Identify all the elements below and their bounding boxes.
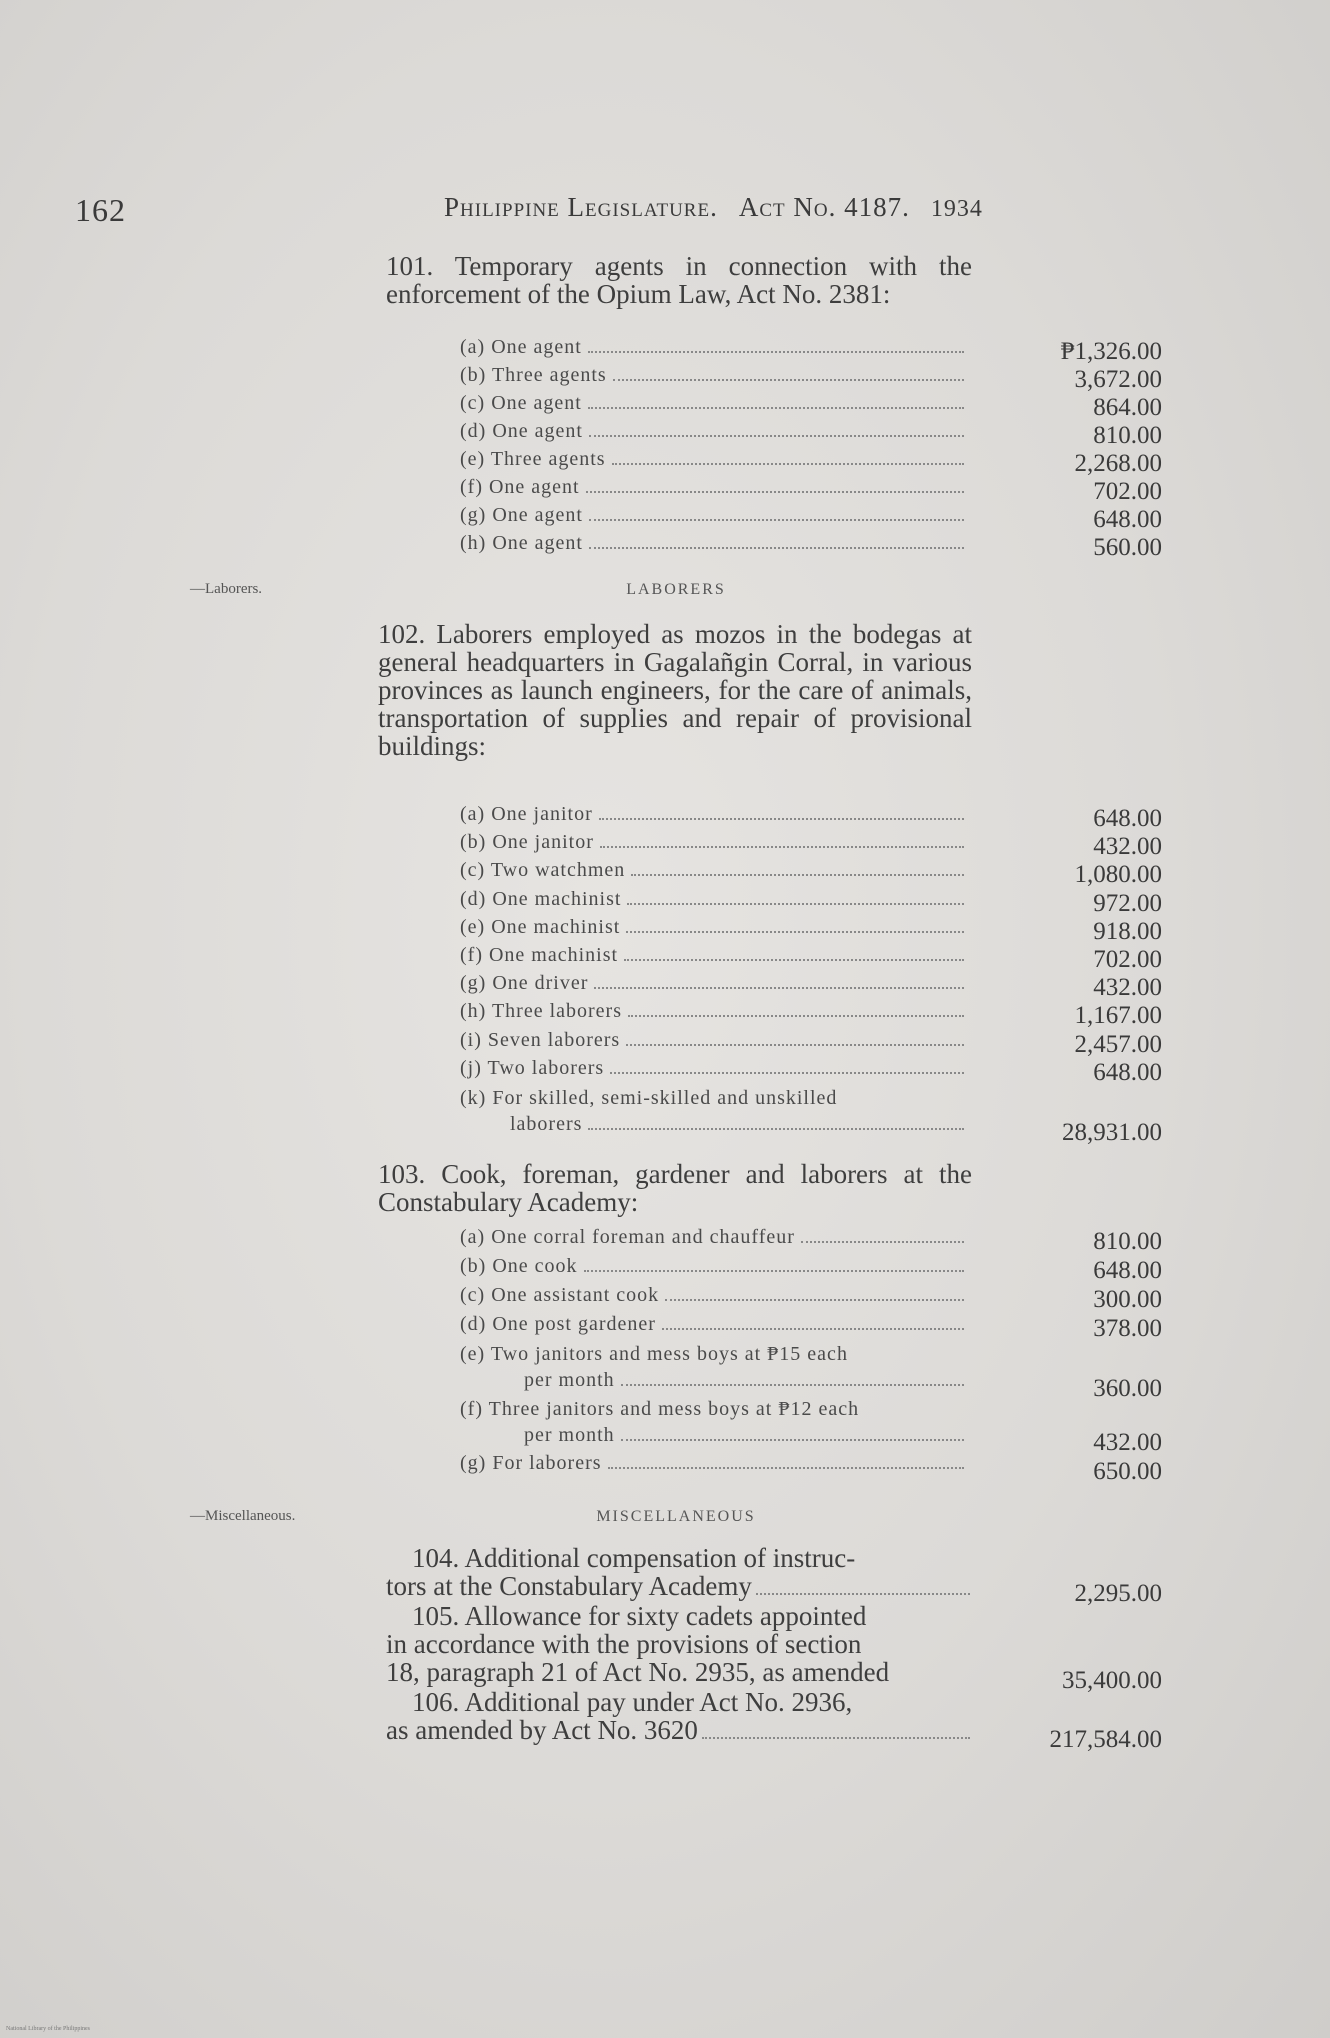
list-item: [460, 916, 968, 944]
amount: 648.00: [1093, 1058, 1162, 1086]
item-label: (f) One machinist: [460, 943, 619, 966]
dot-leader: [586, 491, 964, 493]
list-item: (k) For skilled, semi-skilled and unskilled laborers: [460, 1087, 968, 1141]
list-item: [460, 420, 968, 448]
item-label: (c) Two watchmen: [460, 859, 626, 882]
amount: 2,268.00: [1074, 450, 1162, 477]
amount: 28,931.00: [1062, 1119, 1162, 1146]
item-label: (j) Two laborers: [460, 1056, 605, 1079]
list-item: (g) For laborers: [460, 1452, 968, 1480]
list-item: [460, 972, 968, 1000]
list-item: [460, 504, 968, 532]
dot-leader: [588, 407, 964, 409]
amount: 1,080.00: [1074, 861, 1162, 889]
list-item: [460, 888, 968, 916]
section-102-intro: 102. Laborers employed as mozos in the bodegas at general headquarters in Gagalañgin Corral, in various provinces as launch engineers, for the care of animals, transportation of supplies and repair of provisional buildings:: [378, 619, 972, 761]
amount: ₱1,326.00: [1060, 338, 1162, 365]
section-heading-miscellaneous: MISCELLANEOUS: [596, 1508, 756, 1525]
dot-leader: [621, 1384, 964, 1386]
amount: 648.00: [1093, 506, 1162, 533]
running-head-year: 1934: [930, 196, 983, 222]
amount: 918.00: [1093, 917, 1162, 945]
amount: 560.00: [1093, 534, 1162, 561]
amount: 648.00: [1093, 1257, 1162, 1284]
item-label: (f) One agent: [460, 476, 580, 498]
amount: 2,457.00: [1074, 1030, 1162, 1058]
list-item: [460, 944, 968, 972]
amount: 1,167.00: [1074, 1002, 1162, 1030]
amount: 217,584.00: [1049, 1726, 1162, 1753]
item-label: (e) One machinist: [460, 915, 621, 938]
list-item: (e) Two janitors and mess boys at ₱15 each per month: [460, 1343, 968, 1397]
amount: 2,295.00: [1074, 1580, 1162, 1607]
list-item: [460, 1226, 968, 1255]
item-label: (g) One agent: [460, 504, 583, 526]
item-label: (i) Seven laborers: [460, 1028, 621, 1051]
list-item: (f) Three janitors and mess boys at ₱12 each per month: [460, 1398, 968, 1452]
dot-leader: [702, 1737, 970, 1739]
amount: 810.00: [1093, 1228, 1162, 1255]
list-item: [460, 364, 968, 392]
dot-leader: [626, 931, 964, 933]
item-label: (a) One agent: [460, 336, 582, 358]
dot-leader: [584, 1270, 964, 1272]
dot-leader: [621, 1439, 964, 1441]
dot-leader: [624, 959, 964, 961]
amount: 864.00: [1093, 394, 1162, 421]
amount: 3,672.00: [1074, 366, 1162, 393]
amount: 648.00: [1093, 805, 1162, 832]
dot-leader: [628, 1015, 964, 1017]
list-item: [460, 1029, 968, 1057]
list-item: [460, 1057, 968, 1085]
dot-leader: [665, 1299, 964, 1301]
list-item: [460, 1313, 968, 1342]
item-label: (b) One cook: [460, 1255, 578, 1277]
list-item: [460, 532, 968, 560]
section-102-items: [460, 803, 968, 1085]
margin-note-miscellaneous: —Miscellaneous.: [190, 1508, 296, 1524]
section-heading-laborers: LABORERS: [626, 581, 726, 598]
amount: 810.00: [1093, 422, 1162, 449]
margin-note-laborers: —Laborers.: [190, 581, 263, 597]
item-106: 106. Additional pay under Act No. 2936, as amended by Act No. 3620: [386, 1688, 972, 1746]
amount: 300.00: [1093, 1286, 1162, 1313]
dot-leader: [589, 519, 964, 521]
list-item: [460, 1255, 968, 1284]
page-number: 162: [75, 192, 126, 228]
amount: 702.00: [1093, 478, 1162, 505]
amount: 702.00: [1093, 946, 1162, 973]
section-103-items: [460, 1226, 968, 1342]
item-label: (d) One machinist: [460, 887, 622, 910]
dot-leader: [756, 1593, 970, 1595]
dot-leader: [594, 987, 964, 989]
item-label: (c) One assistant cook: [460, 1284, 660, 1306]
dot-leader: [662, 1328, 964, 1330]
list-item: [460, 448, 968, 476]
dot-leader: [627, 903, 964, 905]
item-label: (g) One driver: [460, 972, 589, 995]
running-head-act: Act No. 4187.: [738, 192, 910, 222]
item-label: (h) Three laborers: [460, 1000, 623, 1023]
amount: 35,400.00: [1062, 1667, 1162, 1694]
amount: 650.00: [1093, 1458, 1162, 1485]
dot-leader: [600, 846, 964, 848]
list-item: [460, 392, 968, 420]
running-head: [444, 192, 1104, 223]
list-item: [460, 859, 968, 887]
dot-leader: [589, 547, 964, 549]
item-label: (d) One post gardener: [460, 1313, 656, 1335]
dot-leader: [589, 435, 964, 437]
running-head-title: Philippine Legislature.: [444, 192, 718, 222]
dot-leader: [599, 818, 964, 820]
amount: 432.00: [1093, 1429, 1162, 1456]
amount: 360.00: [1093, 1375, 1162, 1402]
amount: 432.00: [1093, 833, 1162, 861]
list-item: [460, 803, 968, 831]
dot-leader: [588, 351, 964, 353]
amount: 432.00: [1093, 974, 1162, 1002]
item-105: 105. Allowance for sixty cadets appointed in accordance with the provisions of section 18, paragraph 21 of Act No. 2935, as amended: [386, 1601, 890, 1687]
item-label: (b) One janitor: [460, 831, 594, 854]
item-label: (d) One agent: [460, 420, 583, 442]
amount: 378.00: [1093, 1315, 1162, 1342]
dot-leader: [626, 1044, 964, 1046]
dot-leader: [801, 1241, 964, 1243]
dot-leader: [631, 874, 964, 876]
item-label: (a) One corral foreman and chauffeur: [460, 1226, 795, 1248]
dot-leader: [613, 379, 964, 381]
list-item: [460, 1000, 968, 1028]
list-item: [460, 1284, 968, 1313]
item-label: (c) One agent: [460, 392, 582, 414]
dot-leader: [612, 463, 964, 465]
section-101-intro: 101. Temporary agents in connection with the enforcement of the Opium Law, Act No. 2381:: [386, 251, 972, 309]
item-label: (e) Three agents: [460, 448, 606, 470]
amount: 972.00: [1093, 889, 1162, 917]
item-label: (h) One agent: [460, 532, 583, 554]
section-101-items: [460, 336, 968, 560]
dot-leader: [608, 1467, 964, 1469]
section-103-intro: 103. Cook, foreman, gardener and laborers at the Constabulary Academy:: [378, 1159, 972, 1217]
item-label: (a) One janitor: [460, 803, 593, 825]
dot-leader: [588, 1128, 964, 1130]
item-label: (b) Three agents: [460, 364, 607, 386]
list-item: [460, 831, 968, 859]
list-item: [460, 336, 968, 364]
dot-leader: [610, 1072, 964, 1074]
list-item: [460, 476, 968, 504]
scan-credit: National Library of the Philippines: [6, 2026, 90, 2032]
item-104: 104. Additional compensation of instruc- tors at the Constabulary Academy: [386, 1544, 972, 1602]
